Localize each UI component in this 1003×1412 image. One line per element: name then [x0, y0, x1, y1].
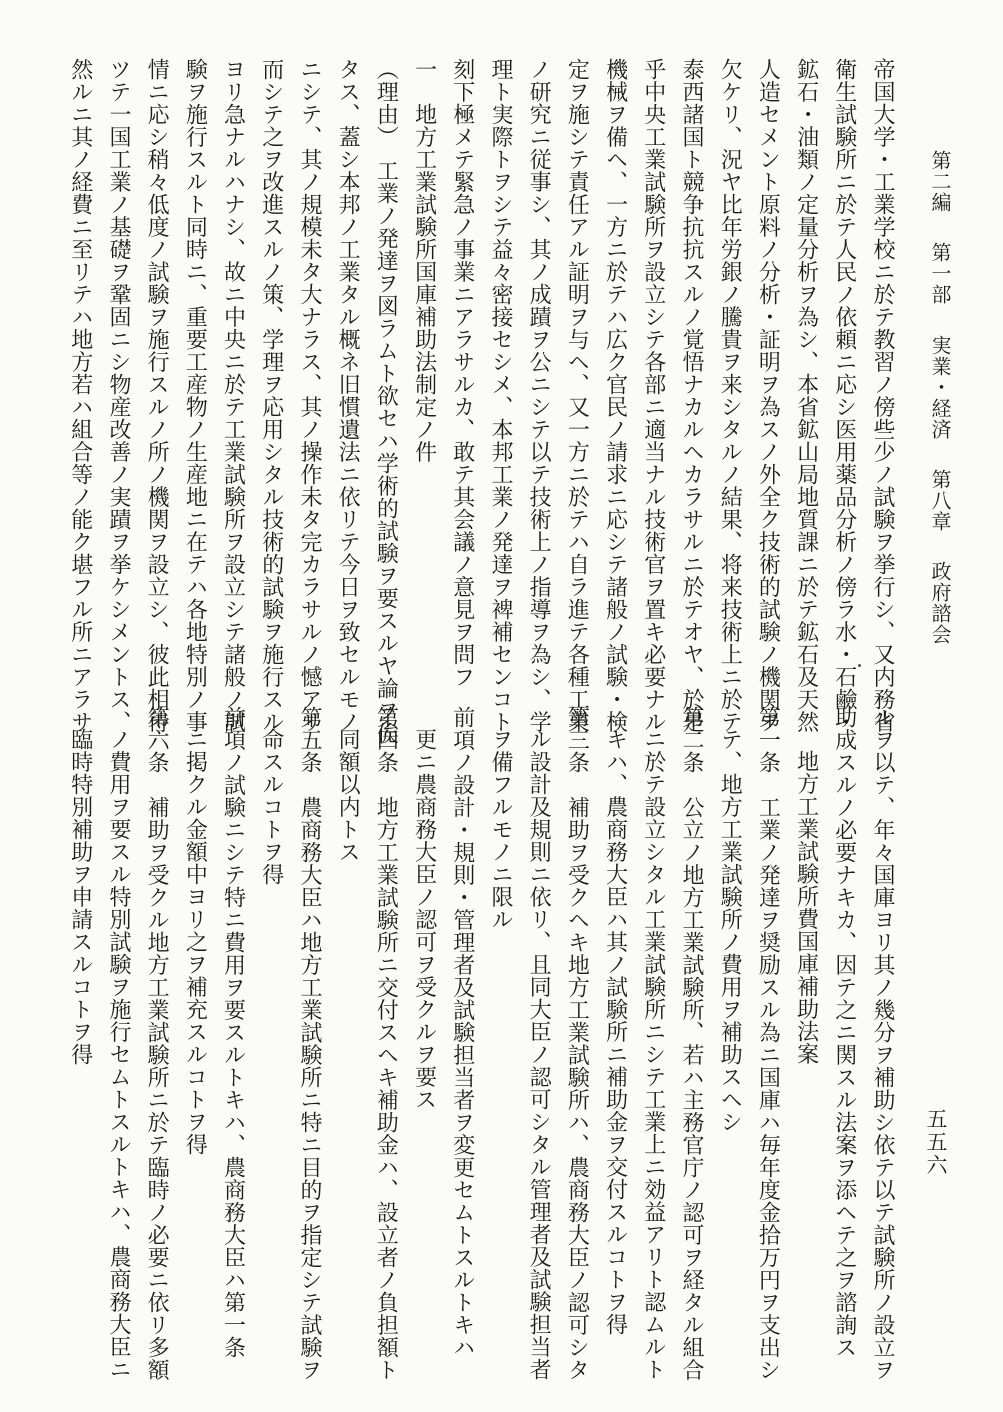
- text-column: 験ヲ施行スルト同時ニ、重要工産物ノ生産地ニ在テハ各地特別ノ事: [182, 58, 208, 733]
- text-column: 乎中央工業試験所ヲ設立シテ各部ニ適当ナル技術官ヲ置キ必要ナル: [640, 58, 666, 733]
- text-column: 鉱石・油類ノ定量分析ヲ為シ、本省鉱山局地質課ニ於テ鉱石及天然: [793, 58, 819, 733]
- text-column: 而シテ之ヲ改進スルノ策、学理ヲ応用シタル技術的試験ヲ施行スル: [258, 58, 284, 733]
- article-2: 第二条 公立ノ地方工業試験所、若ハ主務官庁ノ認可ヲ経タル組合: [678, 706, 704, 1381]
- text-column: ヲ備フルモノニ限ル: [487, 728, 513, 931]
- text-column: タス、蓋シ本邦ノ工業タル概ネ旧慣遺法ニ依リテ今日ヲ致セルモノ: [335, 58, 361, 733]
- text-column: 欠ケリ、況ヤ比年労銀ノ騰貴ヲ来シタルノ結果、将来技術上ニ於テ: [717, 58, 743, 733]
- bill-title: 地方工業試験所費国庫補助法案: [793, 750, 819, 1065]
- header-part: 第一部: [928, 242, 952, 306]
- article-4: 第四条 地方工業試験所ニ交付スヘキ補助金ハ、設立者ノ負担額ト: [373, 706, 399, 1381]
- article-5: 第五条 農商務大臣ハ地方工業試験所ニ特ニ目的ヲ指定シテ試験ヲ: [296, 706, 322, 1381]
- text-column: 情ニ応シ稍々低度ノ試験ヲ施行スルノ所ノ機関ヲ設立シ、彼此相待: [144, 58, 170, 733]
- header-volume: 第二編: [928, 150, 952, 213]
- lower-text-block: [67, 706, 901, 1381]
- page-number: 五五六: [924, 1108, 948, 1177]
- article-1: 第一条 工業ノ発達ヲ奨励スル為ニ国庫ハ毎年度金拾万円ヲ支出シ: [755, 706, 781, 1381]
- section-heading: 一 地方工業試験所国庫補助法制定ノ件: [411, 58, 437, 463]
- text-column: 前項ノ試験ニシテ特ニ費用ヲ要スルトキハ、農商務大臣ハ第一条: [220, 706, 246, 1359]
- header-section: 実業・経済: [928, 334, 952, 440]
- article-3: 第三条 補助ヲ受クヘキ地方工業試験所ハ、農商務大臣ノ認可シタ: [564, 706, 590, 1381]
- text-column: 助成スルノ必要ナキカ、因テ之ニ関スル法案ヲ添ヘテ之ヲ諮詢ス: [831, 706, 857, 1359]
- text-column: ヨリ急ナルハナシ、故ニ中央ニ於テ工業試験所ヲ設立シテ諸般ノ試: [220, 58, 246, 733]
- text-column: 帝国大学・工業学校ニ於テ教習ノ傍些少ノ試験ヲ挙行シ、又内務省: [870, 58, 895, 733]
- text-column: 然ルニ其ノ経費ニ至リテハ地方若ハ組合等ノ能ク堪フル所ニアラサ: [67, 58, 93, 733]
- text-column: ノ研究ニ従事シ、其ノ成蹟ヲ公ニシテ以テ技術上ノ指導ヲ為シ、学: [526, 58, 552, 733]
- text-column: 前項ノ設計・規則・管理者及試験担当者ヲ変更セムトスルトキハ: [449, 706, 475, 1359]
- text-column: 定ヲ施シテ責任アル証明ヲ与ヘ、又一方ニ於テハ自ラ進テ各種工業: [564, 58, 590, 733]
- text-column: 臨時特別補助ヲ申請スルコトヲ得: [67, 728, 93, 1066]
- text-column: 刻下極メテ緊急ノ事業ニアラサルカ、敢テ其会議ノ意見ヲ問フ: [449, 58, 475, 688]
- running-header: [926, 150, 955, 670]
- header-chapter-title: 政府諮会: [928, 561, 952, 646]
- text-column: ニ掲クル金額中ヨリ之ヲ補充スルコトヲ得: [182, 728, 208, 1156]
- text-column: ツテ一国工業ノ基礎ヲ鞏固ニシ物産改善ノ実蹟ヲ挙ケシメントス、: [105, 58, 131, 733]
- text-column: ニ於テ設立シタル工業試験所ニシテ工業上ニ効益アリト認ムルト: [640, 728, 666, 1381]
- text-column: ノ費用ヲ要スル特別試験ヲ施行セムトスルトキハ、農商務大臣ニ: [105, 728, 131, 1381]
- text-column: キハ、農商務大臣ハ其ノ試験所ニ補助金ヲ交付スルコトヲ得: [602, 728, 628, 1336]
- text-column: テ、地方工業試験所ノ費用ヲ補助スヘシ: [717, 728, 743, 1133]
- text-column: 命スルコトヲ得: [258, 728, 284, 886]
- text-column: 人造セメント原料ノ分析・証明ヲ為スノ外全ク技術的試験ノ機関ヲ: [755, 58, 781, 733]
- print-speck: [858, 664, 861, 667]
- text-column: 泰西諸国ト競争抗抗スルノ覚悟ナカルヘカラサルニ於テオヤ、於是: [678, 58, 704, 733]
- upper-text-block: [67, 58, 901, 745]
- header-chapter: 第八章: [928, 469, 952, 533]
- text-column: 理ト実際トヲシテ益々密接セシメ、本邦工業ノ発達ヲ裨補センコト: [487, 58, 513, 733]
- text-column: 衛生試験所ニ於テ人民ノ依頼ニ応シ医用薬品分析ノ傍ラ水・石鹼・: [831, 58, 857, 733]
- text-column: ル設計及規則ニ依リ、且同大臣ノ認可シタル管理者及試験担当者: [526, 728, 552, 1381]
- text-column: ルヲ以テ、年々国庫ヨリ其ノ幾分ヲ補助シ依テ以テ試験所ノ設立ヲ: [870, 706, 895, 1381]
- text-column: ニシテ、其ノ規模未タ大ナラス、其ノ操作未タ完カラサルノ憾アリ: [296, 58, 322, 733]
- text-column: （理由） 工業ノ発達ヲ図ラムト欲セハ学術的試験ヲ要スルヤ論ヲ俟: [373, 58, 399, 745]
- text-column: 機械ヲ備ヘ、一方ニ於テハ広ク官民ノ請求ニ応シテ諸般ノ試験・検: [602, 58, 628, 733]
- article-6: 第六条 補助ヲ受クル地方工業試験所ニ於テ臨時ノ必要ニ依リ多額: [144, 706, 170, 1381]
- text-column: 同額以内トス: [335, 728, 361, 863]
- text-column: 更ニ農商務大臣ノ認可ヲ受クルヲ要ス: [411, 728, 437, 1111]
